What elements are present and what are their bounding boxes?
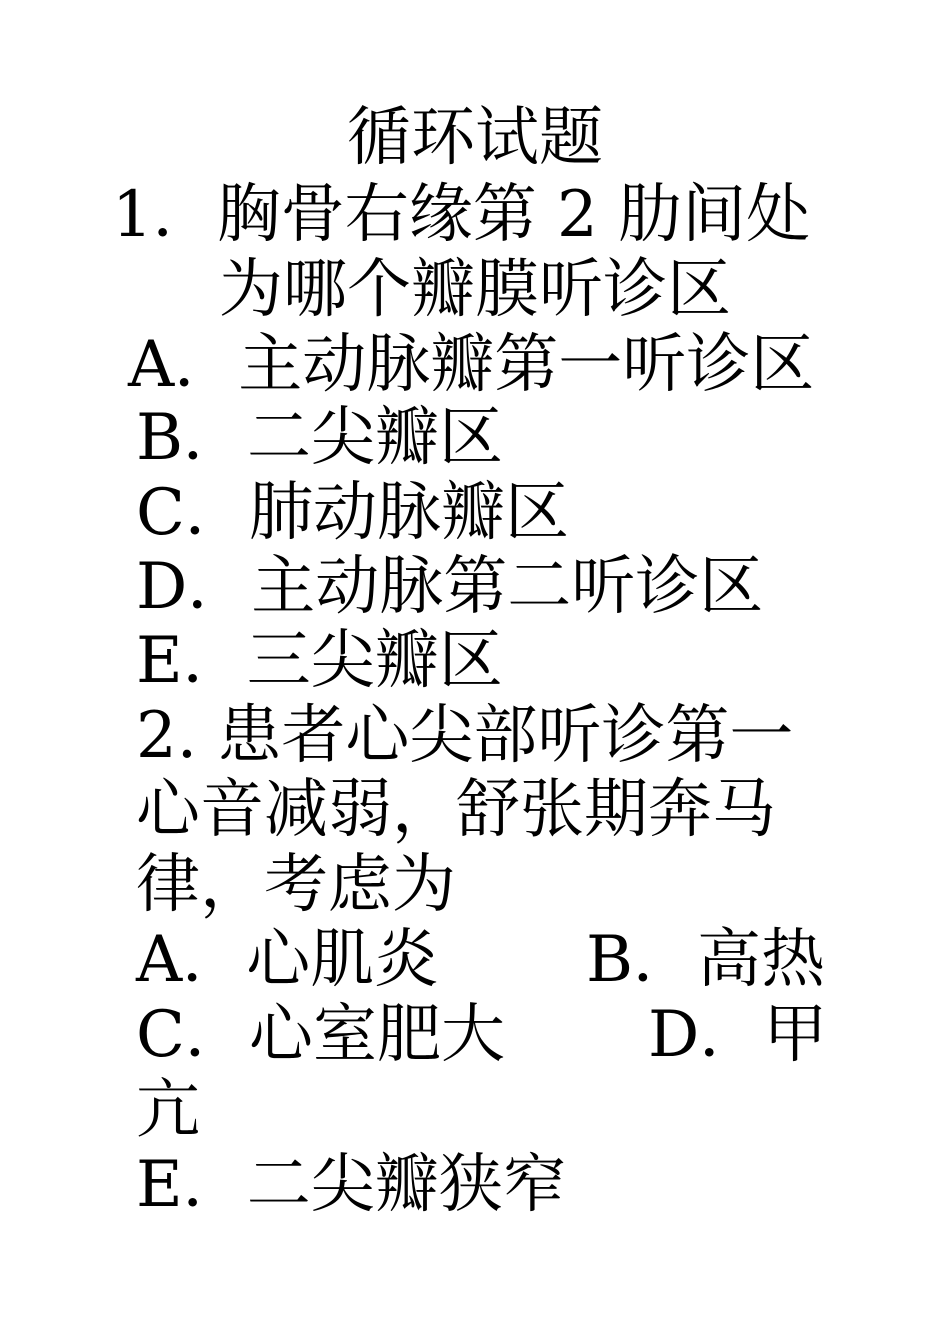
question-1-option-d: D．主动脉第二听诊区 — [136, 550, 764, 624]
question-2-line-2: 心音减弱，舒张期奔马 — [136, 773, 776, 847]
question-2-option-b: B．高热 — [586, 923, 826, 997]
question-1-option-a: A．主动脉瓣第一听诊区 — [128, 328, 815, 402]
question-2-option-c: C．心室肥大 — [136, 998, 505, 1072]
question-2-option-e: E．二尖瓣狭窄 — [136, 1148, 567, 1222]
question-2-options-row-1 — [136, 922, 836, 998]
question-1-line-1: 1．胸骨右缘第 2 肋间处 — [112, 178, 811, 252]
question-2-line-1: 2. 患者心尖部听诊第一 — [136, 699, 794, 773]
question-2-option-a: A．心肌炎 — [136, 923, 439, 997]
question-2-option-d: D．甲 — [648, 998, 828, 1072]
question-1-option-b: B．二尖瓣区 — [136, 401, 504, 475]
question-2-option-d-continued: 亢 — [136, 1073, 200, 1147]
question-1-option-c: C．肺动脉瓣区 — [136, 476, 569, 550]
question-2-options-row-2 — [136, 997, 836, 1073]
question-2-line-3: 律，考虑为 — [136, 848, 456, 922]
question-1-line-2: 为哪个瓣膜听诊区 — [219, 253, 731, 327]
page-title: 循环试题 — [347, 101, 603, 175]
question-1-option-e: E．三尖瓣区 — [136, 624, 503, 698]
